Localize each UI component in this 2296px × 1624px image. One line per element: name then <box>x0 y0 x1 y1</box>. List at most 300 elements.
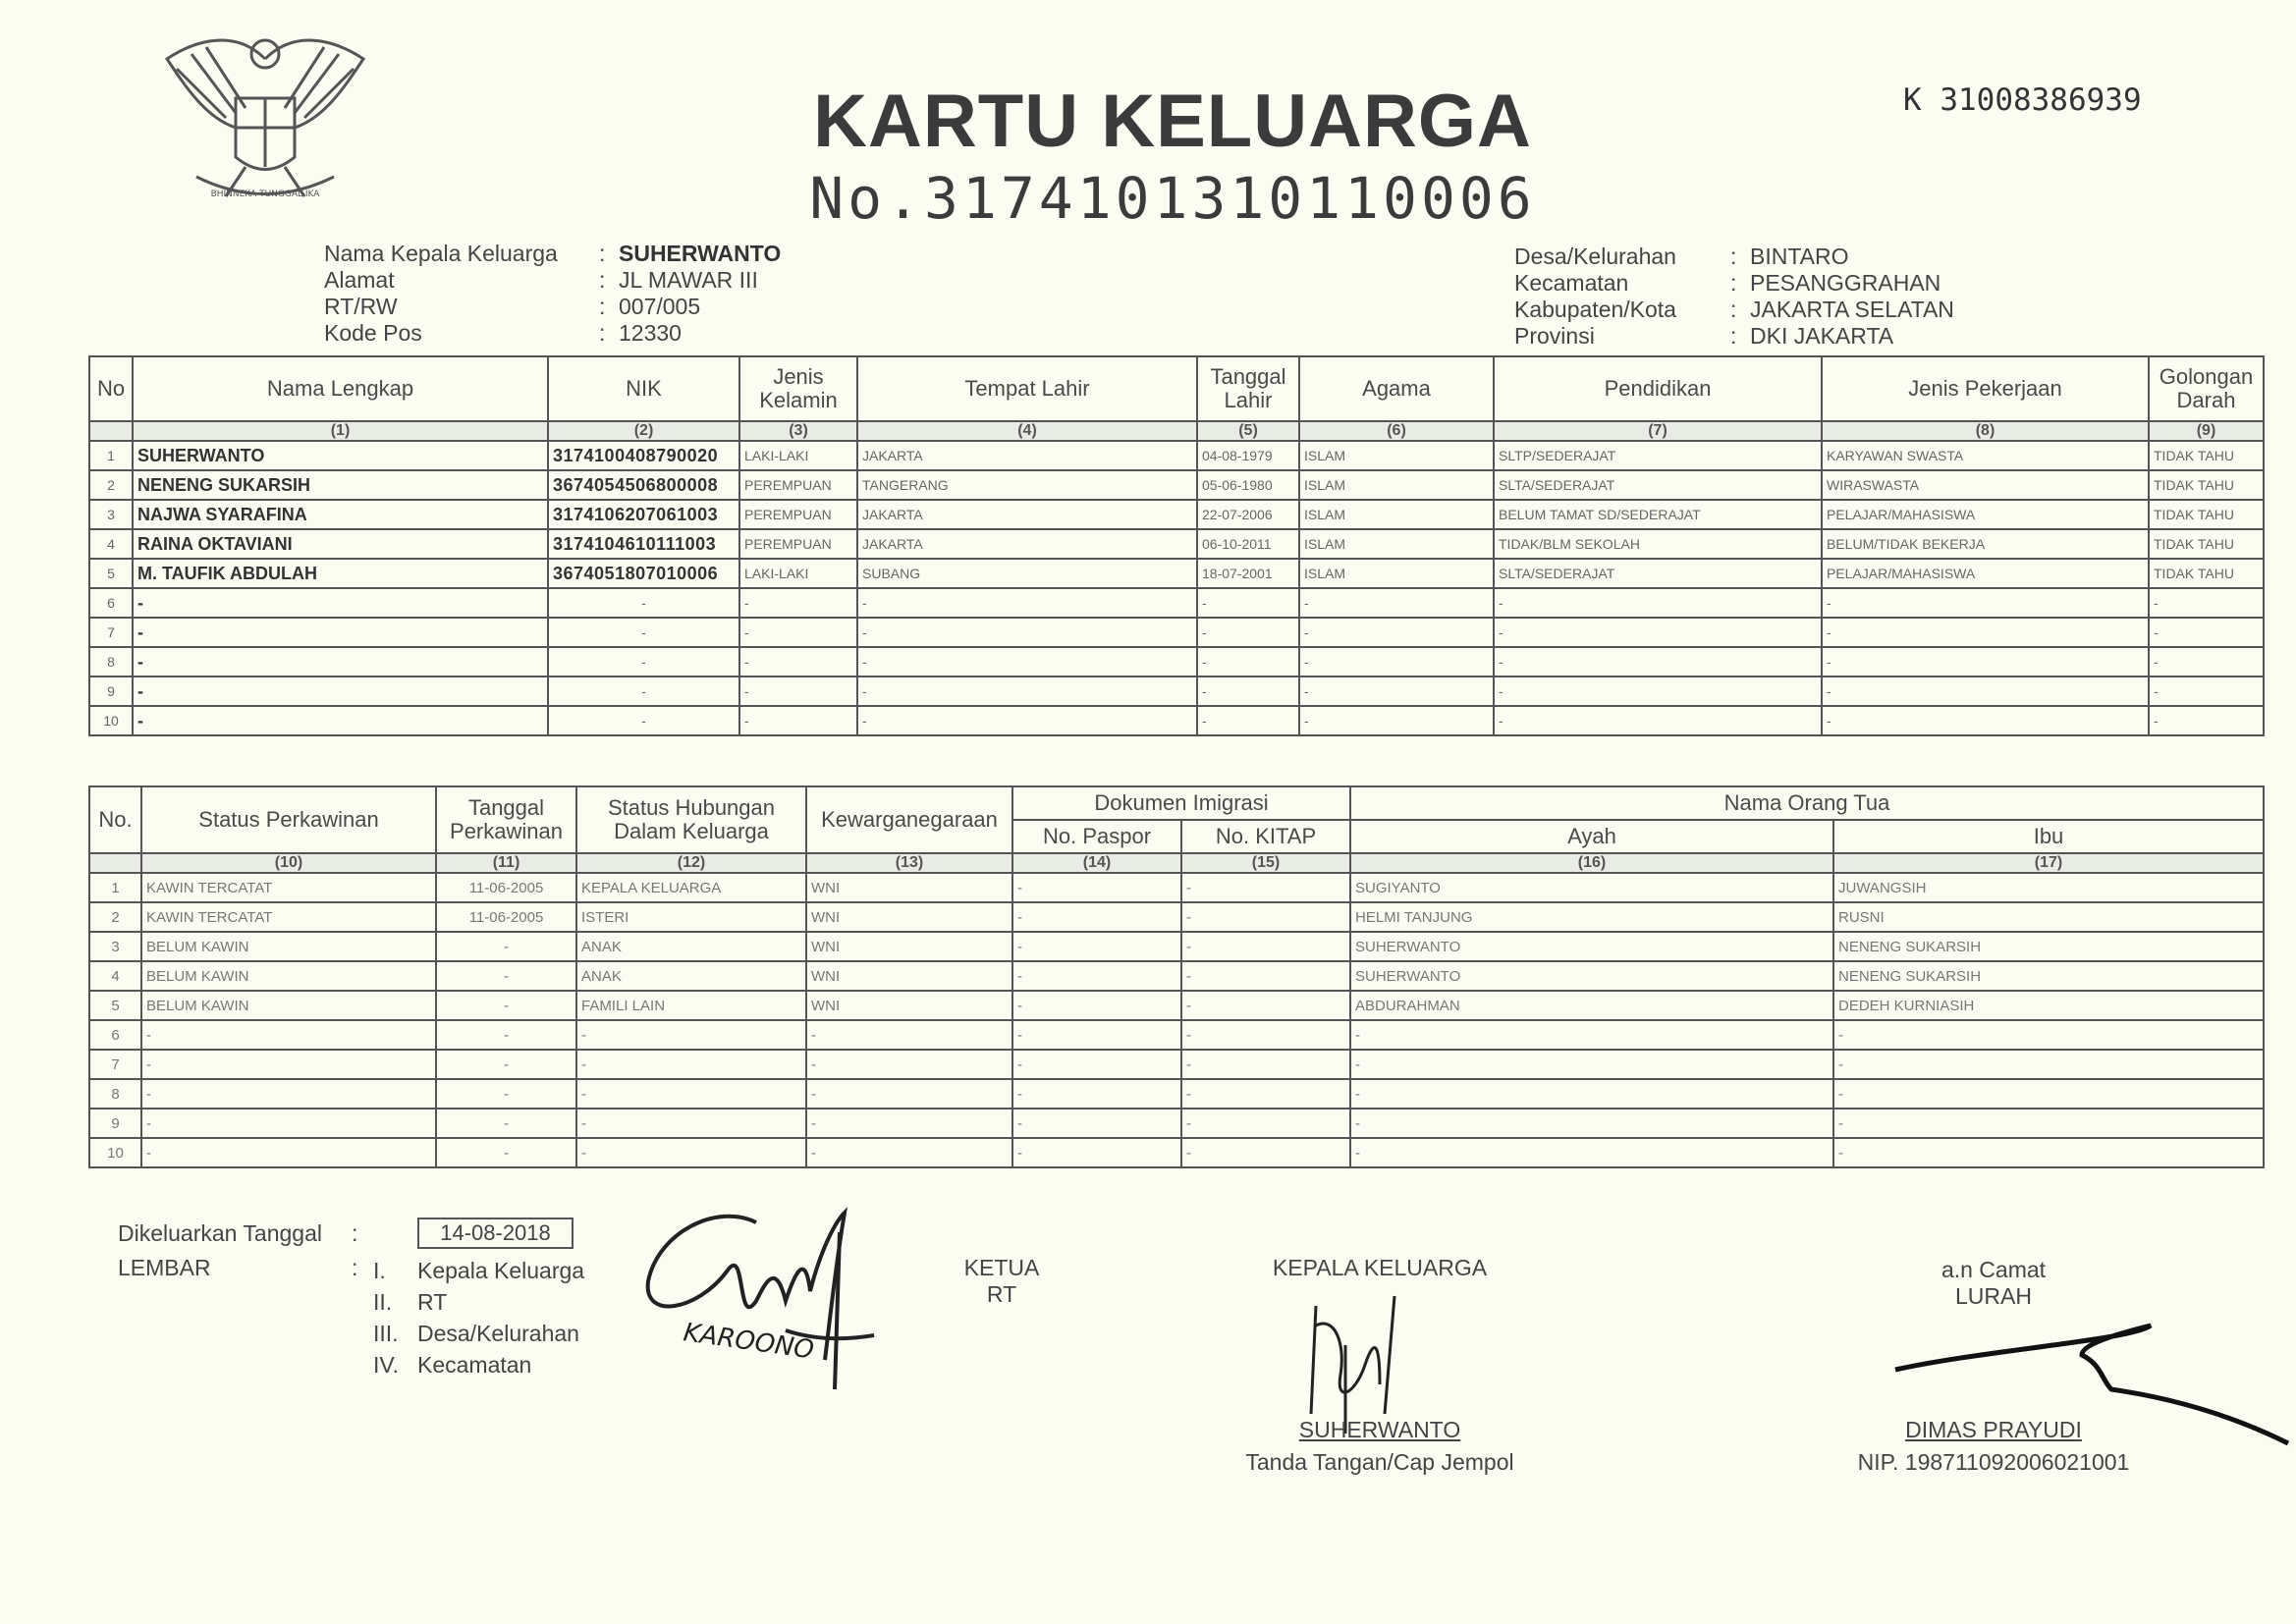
cell-agama: - <box>1299 677 1494 706</box>
family-members-table <box>88 355 2265 736</box>
cell-pendidikan: SLTP/SEDERAJAT <box>1494 441 1822 470</box>
table-row <box>89 618 2264 647</box>
table-row <box>89 991 2264 1020</box>
cell-tanggal-lahir: - <box>1197 588 1299 618</box>
cell-tanggal-perkawinan: - <box>436 1138 576 1167</box>
cell-agama: - <box>1299 706 1494 735</box>
table-row <box>89 559 2264 588</box>
col-header-dokumen-imigrasi: Dokumen Imigrasi <box>1012 786 1350 820</box>
cell-nik: 3174104610111003 <box>548 529 739 559</box>
col-header-status-hubungan: Status Hubungan Dalam Keluarga <box>576 786 806 853</box>
cell-ibu: - <box>1833 1079 2264 1109</box>
cell-pekerjaan: WIRASWASTA <box>1822 470 2149 500</box>
cell-kewarganegaraan: - <box>806 1050 1012 1079</box>
cell-jenis-kelamin: - <box>739 677 857 706</box>
cell-kewarganegaraan: - <box>806 1138 1012 1167</box>
header-label: Desa/Kelurahan <box>1514 244 1676 269</box>
cell-no-kitap: - <box>1181 1050 1350 1079</box>
cell-ibu: - <box>1833 1050 2264 1079</box>
col-number <box>89 421 133 441</box>
cell-ayah: - <box>1350 1079 1833 1109</box>
cell-jenis-kelamin: - <box>739 647 857 677</box>
header-value: BINTARO <box>1750 244 1849 269</box>
header-label: Provinsi <box>1514 323 1595 349</box>
cell-pendidikan: TIDAK/BLM SEKOLAH <box>1494 529 1822 559</box>
rt-signature-icon <box>638 1193 894 1399</box>
cell-golongan-darah: TIDAK TAHU <box>2149 441 2264 470</box>
header-value: PESANGGRAHAN <box>1750 270 1941 296</box>
cell-tempat-lahir: JAKARTA <box>857 500 1197 529</box>
cell-no: 6 <box>89 1020 141 1050</box>
cell-golongan-darah: TIDAK TAHU <box>2149 529 2264 559</box>
cell-pekerjaan: PELAJAR/MAHASISWA <box>1822 500 2149 529</box>
cell-status-hubungan: ANAK <box>576 932 806 961</box>
cell-no-kitap: - <box>1181 1109 1350 1138</box>
cell-pendidikan: - <box>1494 706 1822 735</box>
cell-ayah: SUGIYANTO <box>1350 873 1833 902</box>
col-number: (6) <box>1299 421 1494 441</box>
cell-tempat-lahir: TANGERANG <box>857 470 1197 500</box>
cell-nama: - <box>133 588 548 618</box>
cell-tanggal-perkawinan: - <box>436 1050 576 1079</box>
cell-agama: - <box>1299 618 1494 647</box>
col-number: (9) <box>2149 421 2264 441</box>
cell-pekerjaan: - <box>1822 647 2149 677</box>
cell-golongan-darah: TIDAK TAHU <box>2149 470 2264 500</box>
cell-tanggal-lahir: - <box>1197 677 1299 706</box>
header-sep: : <box>1730 297 1737 322</box>
cell-no: 8 <box>89 1079 141 1109</box>
header-sep: : <box>599 267 606 293</box>
serial-number: K 31008386939 <box>1903 82 2142 118</box>
cell-pendidikan: - <box>1494 677 1822 706</box>
cell-nama: - <box>133 706 548 735</box>
lembar-text: Kecamatan <box>417 1352 532 1378</box>
lembar-item <box>373 1318 584 1349</box>
table-row <box>89 1109 2264 1138</box>
col-number: (14) <box>1012 853 1181 873</box>
header-value: SUHERWANTO <box>619 241 782 266</box>
kepala-keluarga-title: KEPALA KELUARGA <box>1272 1255 1488 1280</box>
cell-kewarganegaraan: - <box>806 1079 1012 1109</box>
header-row-desa <box>1514 244 1954 270</box>
cell-ayah: - <box>1350 1050 1833 1079</box>
header-value: 007/005 <box>619 294 701 319</box>
table-row <box>89 932 2264 961</box>
col-number: (4) <box>857 421 1197 441</box>
issued-label: Dikeluarkan Tanggal <box>118 1220 322 1246</box>
cell-ayah: SUHERWANTO <box>1350 961 1833 991</box>
col-header-no: No. <box>89 786 141 853</box>
cell-nik: - <box>548 618 739 647</box>
cell-no: 4 <box>89 961 141 991</box>
cell-ayah: - <box>1350 1109 1833 1138</box>
header-row-rtrw <box>324 294 781 320</box>
cell-kewarganegaraan: - <box>806 1109 1012 1138</box>
lembar-text: RT <box>417 1289 448 1315</box>
cell-no: 9 <box>89 677 133 706</box>
cell-no-kitap: - <box>1181 902 1350 932</box>
header-row-kecamatan <box>1514 270 1954 297</box>
col-header-pekerjaan: Jenis Pekerjaan <box>1822 356 2149 421</box>
ketua-line1: KETUA <box>963 1255 1040 1280</box>
cell-golongan-darah: - <box>2149 647 2264 677</box>
cell-status-perkawinan: - <box>141 1138 436 1167</box>
table-row <box>89 961 2264 991</box>
cell-tempat-lahir: - <box>857 618 1197 647</box>
cell-pendidikan: BELUM TAMAT SD/SEDERAJAT <box>1494 500 1822 529</box>
cell-jenis-kelamin: LAKI-LAKI <box>739 559 857 588</box>
col-header-no-kitap: No. KITAP <box>1181 820 1350 853</box>
table-row <box>89 1050 2264 1079</box>
cell-jenis-kelamin: PEREMPUAN <box>739 470 857 500</box>
table-row <box>89 529 2264 559</box>
cell-status-hubungan: FAMILI LAIN <box>576 991 806 1020</box>
cell-no-paspor: - <box>1012 961 1181 991</box>
table-row <box>89 902 2264 932</box>
header-label: Alamat <box>324 267 395 293</box>
lembar-text: Desa/Kelurahan <box>417 1321 579 1346</box>
cell-golongan-darah: - <box>2149 706 2264 735</box>
cell-tempat-lahir: JAKARTA <box>857 529 1197 559</box>
cell-no: 7 <box>89 1050 141 1079</box>
issued-sep: : <box>352 1220 358 1246</box>
cell-no-paspor: - <box>1012 1020 1181 1050</box>
cell-ibu: RUSNI <box>1833 902 2264 932</box>
table-row <box>89 470 2264 500</box>
cell-tanggal-lahir: - <box>1197 618 1299 647</box>
cell-no-kitap: - <box>1181 932 1350 961</box>
cell-no: 1 <box>89 441 133 470</box>
cell-status-perkawinan: - <box>141 1109 436 1138</box>
cell-tempat-lahir: SUBANG <box>857 559 1197 588</box>
cell-status-hubungan: - <box>576 1079 806 1109</box>
table-row <box>89 1020 2264 1050</box>
lembar-item <box>373 1286 584 1318</box>
table-row <box>89 1079 2264 1109</box>
cell-tanggal-lahir: 04-08-1979 <box>1197 441 1299 470</box>
header-row-alamat <box>324 267 781 294</box>
cell-jenis-kelamin: PEREMPUAN <box>739 529 857 559</box>
header-label: Kabupaten/Kota <box>1514 297 1676 322</box>
cell-nama: RAINA OKTAVIANI <box>133 529 548 559</box>
cell-status-perkawinan: KAWIN TERCATAT <box>141 902 436 932</box>
cell-ibu: - <box>1833 1109 2264 1138</box>
table-row <box>89 588 2264 618</box>
cell-tanggal-perkawinan: - <box>436 991 576 1020</box>
col-header-golongan-darah: Golongan Darah <box>2149 356 2264 421</box>
cell-tanggal-perkawinan: - <box>436 1079 576 1109</box>
lurah-name: DIMAS PRAYUDI <box>1905 1417 2082 1442</box>
cell-ayah: ABDURAHMAN <box>1350 991 1833 1020</box>
document-title: KARTU KELUARGA <box>813 80 1532 163</box>
header-sep: : <box>1730 323 1737 349</box>
cell-no-kitap: - <box>1181 1020 1350 1050</box>
cell-no-kitap: - <box>1181 1138 1350 1167</box>
table-row <box>89 500 2264 529</box>
cell-nama: - <box>133 677 548 706</box>
kepala-name: SUHERWANTO <box>1298 1417 1461 1442</box>
col-header-jenis-kelamin: Jenis Kelamin <box>739 356 857 421</box>
lembar-text: Kepala Keluarga <box>417 1258 585 1283</box>
cell-nik: 3674054506800008 <box>548 470 739 500</box>
cell-tanggal-lahir: 22-07-2006 <box>1197 500 1299 529</box>
col-header-no-paspor: No. Paspor <box>1012 820 1181 853</box>
lembar-num: II. <box>373 1289 393 1315</box>
col-number: (8) <box>1822 421 2149 441</box>
header-row-nama-kepala <box>324 241 781 267</box>
cell-pekerjaan: - <box>1822 588 2149 618</box>
cell-ibu: JUWANGSIH <box>1833 873 2264 902</box>
col-header-status-perkawinan: Status Perkawinan <box>141 786 436 853</box>
cell-jenis-kelamin: - <box>739 618 857 647</box>
cell-ibu: DEDEH KURNIASIH <box>1833 991 2264 1020</box>
camat-line1: a.n Camat <box>1941 1257 2047 1282</box>
cell-no: 10 <box>89 706 133 735</box>
cell-pendidikan: SLTA/SEDERAJAT <box>1494 559 1822 588</box>
cell-nik: 3174100408790020 <box>548 441 739 470</box>
col-header-agama: Agama <box>1299 356 1494 421</box>
header-sep: : <box>599 320 606 346</box>
cell-status-hubungan: ANAK <box>576 961 806 991</box>
lurah-nip: NIP. 198711092006021001 <box>1857 1449 2130 1475</box>
camat-label <box>1846 1257 2141 1310</box>
issued-date: 14-08-2018 <box>417 1218 574 1249</box>
cell-status-hubungan: - <box>576 1109 806 1138</box>
cell-jenis-kelamin: PEREMPUAN <box>739 500 857 529</box>
cell-kewarganegaraan: WNI <box>806 932 1012 961</box>
col-header-ibu: Ibu <box>1833 820 2264 853</box>
family-status-table <box>88 785 2265 1168</box>
lembar-num: I. <box>373 1258 386 1283</box>
col-number: (15) <box>1181 853 1350 873</box>
col-number: (1) <box>133 421 548 441</box>
header-label: Nama Kepala Keluarga <box>324 241 558 266</box>
col-number: (12) <box>576 853 806 873</box>
ketua-rt-label <box>943 1255 1061 1308</box>
cell-nama: SUHERWANTO <box>133 441 548 470</box>
cell-nik: - <box>548 647 739 677</box>
cell-status-perkawinan: - <box>141 1050 436 1079</box>
header-value: JL MAWAR III <box>619 267 758 293</box>
cell-tanggal-lahir: - <box>1197 647 1299 677</box>
rt-signature-text: KAROONO <box>682 1318 816 1366</box>
cell-kewarganegaraan: - <box>806 1020 1012 1050</box>
cell-no-paspor: - <box>1012 1109 1181 1138</box>
header-value: DKI JAKARTA <box>1750 323 1894 349</box>
lembar-num: III. <box>373 1321 399 1346</box>
cell-agama: ISLAM <box>1299 441 1494 470</box>
col-header-no: No <box>89 356 133 421</box>
header-label: RT/RW <box>324 294 398 319</box>
cell-status-hubungan: ISTERI <box>576 902 806 932</box>
cell-tempat-lahir: - <box>857 706 1197 735</box>
kk-number: No.3174101310110006 <box>809 165 1536 232</box>
cell-no: 3 <box>89 500 133 529</box>
header-left <box>324 241 781 347</box>
header-row-kabupaten <box>1514 297 1954 323</box>
cell-nik: - <box>548 588 739 618</box>
col-header-tanggal-perkawinan: Tanggal Perkawinan <box>436 786 576 853</box>
header-right <box>1514 244 1954 350</box>
col-header-ayah: Ayah <box>1350 820 1833 853</box>
lembar-item <box>373 1349 584 1380</box>
cell-agama: ISLAM <box>1299 500 1494 529</box>
cell-no-paspor: - <box>1012 1050 1181 1079</box>
cell-status-perkawinan: KAWIN TERCATAT <box>141 873 436 902</box>
cell-kewarganegaraan: WNI <box>806 991 1012 1020</box>
col-number: (3) <box>739 421 857 441</box>
cell-no-paspor: - <box>1012 991 1181 1020</box>
cell-no: 6 <box>89 588 133 618</box>
header-sep: : <box>1730 270 1737 296</box>
cell-nama: - <box>133 618 548 647</box>
cell-status-perkawinan: - <box>141 1020 436 1050</box>
cell-ayah: HELMI TANJUNG <box>1350 902 1833 932</box>
cell-agama: - <box>1299 647 1494 677</box>
table-row <box>89 647 2264 677</box>
cell-status-perkawinan: BELUM KAWIN <box>141 961 436 991</box>
col-number: (17) <box>1833 853 2264 873</box>
cell-kewarganegaraan: WNI <box>806 902 1012 932</box>
cell-nik: 3674051807010006 <box>548 559 739 588</box>
ketua-line2: RT <box>986 1281 1017 1307</box>
header-label: Kode Pos <box>324 320 422 346</box>
cell-agama: ISLAM <box>1299 529 1494 559</box>
header-row-provinsi <box>1514 323 1954 350</box>
cell-nama: NAJWA SYARAFINA <box>133 500 548 529</box>
header-value: JAKARTA SELATAN <box>1750 297 1954 322</box>
lembar-item <box>373 1255 584 1286</box>
cell-no-paspor: - <box>1012 932 1181 961</box>
cell-tanggal-perkawinan: - <box>436 932 576 961</box>
cell-kewarganegaraan: WNI <box>806 873 1012 902</box>
cell-tempat-lahir: - <box>857 647 1197 677</box>
cell-nik: - <box>548 706 739 735</box>
table-row <box>89 1138 2264 1167</box>
cell-nama: - <box>133 647 548 677</box>
header-value: 12330 <box>619 320 682 346</box>
cell-nik: 3174106207061003 <box>548 500 739 529</box>
cell-no: 10 <box>89 1138 141 1167</box>
col-header-tempat-lahir: Tempat Lahir <box>857 356 1197 421</box>
col-header-kewarganegaraan: Kewarganegaraan <box>806 786 1012 853</box>
cell-nama: NENENG SUKARSIH <box>133 470 548 500</box>
cell-ibu: NENENG SUKARSIH <box>1833 932 2264 961</box>
col-header-pendidikan: Pendidikan <box>1494 356 1822 421</box>
cell-no: 2 <box>89 470 133 500</box>
col-header-nama-orang-tua: Nama Orang Tua <box>1350 786 2264 820</box>
cell-golongan-darah: - <box>2149 677 2264 706</box>
col-number: (2) <box>548 421 739 441</box>
cell-status-hubungan: - <box>576 1050 806 1079</box>
header-sep: : <box>1730 244 1737 269</box>
cell-pendidikan: SLTA/SEDERAJAT <box>1494 470 1822 500</box>
cell-no: 5 <box>89 991 141 1020</box>
cell-golongan-darah: TIDAK TAHU <box>2149 559 2264 588</box>
cell-pekerjaan: - <box>1822 618 2149 647</box>
cell-status-perkawinan: BELUM KAWIN <box>141 932 436 961</box>
cell-status-perkawinan: BELUM KAWIN <box>141 991 436 1020</box>
cell-jenis-kelamin: LAKI-LAKI <box>739 441 857 470</box>
cell-no-kitap: - <box>1181 1079 1350 1109</box>
cell-no-paspor: - <box>1012 873 1181 902</box>
table-row <box>89 873 2264 902</box>
cell-ibu: - <box>1833 1138 2264 1167</box>
cell-no: 7 <box>89 618 133 647</box>
cell-tanggal-lahir: 18-07-2001 <box>1197 559 1299 588</box>
cell-ayah: - <box>1350 1020 1833 1050</box>
cell-tanggal-perkawinan: 11-06-2005 <box>436 902 576 932</box>
header-row-kodepos <box>324 320 781 347</box>
cell-no-kitap: - <box>1181 991 1350 1020</box>
camat-line2: LURAH <box>1955 1283 2032 1309</box>
table-row <box>89 441 2264 470</box>
cell-status-perkawinan: - <box>141 1079 436 1109</box>
col-header-nama: Nama Lengkap <box>133 356 548 421</box>
cell-pendidikan: - <box>1494 647 1822 677</box>
cell-tanggal-perkawinan: - <box>436 1020 576 1050</box>
lembar-list <box>373 1255 584 1380</box>
cell-no: 2 <box>89 902 141 932</box>
cell-pendidikan: - <box>1494 588 1822 618</box>
cell-nik: - <box>548 677 739 706</box>
cell-agama: ISLAM <box>1299 470 1494 500</box>
cell-pendidikan: - <box>1494 618 1822 647</box>
cell-tanggal-lahir: - <box>1197 706 1299 735</box>
cell-jenis-kelamin: - <box>739 706 857 735</box>
cell-tanggal-perkawinan: 11-06-2005 <box>436 873 576 902</box>
emblem-motto: BHINNEKA TUNGGAL IKA <box>210 189 320 199</box>
cell-pekerjaan: - <box>1822 677 2149 706</box>
col-number: (11) <box>436 853 576 873</box>
col-number <box>89 853 141 873</box>
cell-golongan-darah: TIDAK TAHU <box>2149 500 2264 529</box>
cell-kewarganegaraan: WNI <box>806 961 1012 991</box>
cell-tempat-lahir: - <box>857 588 1197 618</box>
cell-pekerjaan: PELAJAR/MAHASISWA <box>1822 559 2149 588</box>
cell-tanggal-lahir: 06-10-2011 <box>1197 529 1299 559</box>
cell-no: 5 <box>89 559 133 588</box>
cell-tanggal-perkawinan: - <box>436 1109 576 1138</box>
col-number: (7) <box>1494 421 1822 441</box>
cell-no-kitap: - <box>1181 961 1350 991</box>
cell-status-hubungan: - <box>576 1020 806 1050</box>
col-number: (13) <box>806 853 1012 873</box>
cell-no: 4 <box>89 529 133 559</box>
cell-status-hubungan: - <box>576 1138 806 1167</box>
cell-ibu: - <box>1833 1020 2264 1050</box>
lembar-sep: : <box>352 1255 358 1280</box>
cell-no: 8 <box>89 647 133 677</box>
cell-tanggal-lahir: 05-06-1980 <box>1197 470 1299 500</box>
cell-tanggal-perkawinan: - <box>436 961 576 991</box>
lembar-num: IV. <box>373 1352 400 1378</box>
cell-agama: ISLAM <box>1299 559 1494 588</box>
cell-ibu: NENENG SUKARSIH <box>1833 961 2264 991</box>
table-row <box>89 706 2264 735</box>
cell-golongan-darah: - <box>2149 588 2264 618</box>
cell-ayah: - <box>1350 1138 1833 1167</box>
cell-tempat-lahir: JAKARTA <box>857 441 1197 470</box>
col-number: (16) <box>1350 853 1833 873</box>
cell-no-paspor: - <box>1012 1138 1181 1167</box>
cell-pekerjaan: BELUM/TIDAK BEKERJA <box>1822 529 2149 559</box>
cell-jenis-kelamin: - <box>739 588 857 618</box>
header-label: Kecamatan <box>1514 270 1629 296</box>
cell-no-paspor: - <box>1012 902 1181 932</box>
col-number: (5) <box>1197 421 1299 441</box>
